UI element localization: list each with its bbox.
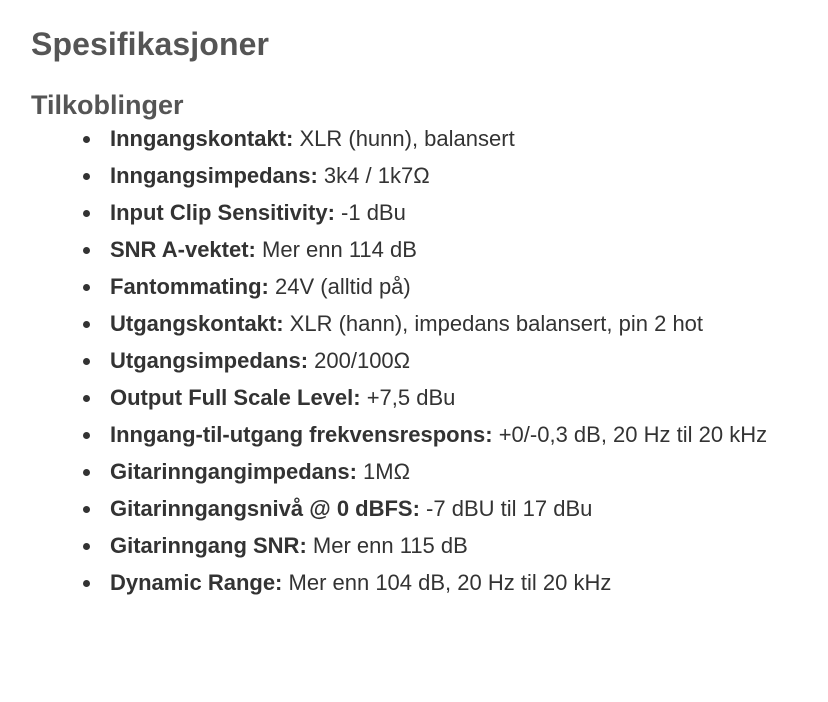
list-item: [110, 120, 790, 157]
list-item: [110, 564, 790, 601]
list-item: [110, 268, 790, 305]
list-item: [110, 490, 790, 527]
list-item: [110, 453, 790, 490]
spec-name: Inngang-til-utgang frekvensrespons:: [110, 422, 493, 447]
section-heading: Tilkoblinger: [31, 90, 184, 120]
spec-value: XLR (hann), impedans balansert, pin 2 hot: [283, 311, 704, 336]
spec-value: -1 dBu: [334, 200, 406, 225]
list-item: [110, 527, 790, 564]
list-item: [110, 194, 790, 231]
spec-value: XLR (hunn), balansert: [293, 126, 515, 151]
spec-name: Gitarinngang SNR:: [110, 533, 307, 558]
list-item: [110, 342, 790, 379]
spec-value: +0/-0,3 dB, 20 Hz til 20 kHz: [492, 422, 768, 447]
spec-name: Utgangskontakt:: [110, 311, 284, 336]
spec-list: [110, 120, 790, 601]
list-item: [110, 305, 790, 342]
spec-name: Inngangskontakt:: [110, 126, 294, 151]
list-item: [110, 416, 790, 453]
spec-value: 3k4 / 1k7Ω: [317, 163, 430, 188]
spec-name: Dynamic Range:: [110, 570, 283, 595]
spec-name: Utgangsimpedans:: [110, 348, 309, 373]
list-item: [110, 231, 790, 268]
page-title: Spesifikasjoner: [31, 26, 270, 62]
spec-name: Gitarinngangimpedans:: [110, 459, 357, 484]
spec-value: 1MΩ: [356, 459, 411, 484]
spec-value: Mer enn 114 dB: [255, 237, 417, 262]
spec-name: Output Full Scale Level:: [110, 385, 361, 410]
spec-value: 200/100Ω: [308, 348, 411, 373]
spec-name: Inngangsimpedans:: [110, 163, 318, 188]
spec-value: -7 dBU til 17 dBu: [419, 496, 593, 521]
spec-name: Input Clip Sensitivity:: [110, 200, 335, 225]
spec-value: +7,5 dBu: [360, 385, 456, 410]
spec-value: Mer enn 104 dB, 20 Hz til 20 kHz: [282, 570, 612, 595]
list-item: [110, 157, 790, 194]
spec-name: SNR A-vektet:: [110, 237, 256, 262]
spec-name: Fantommating:: [110, 274, 269, 299]
spec-name: Gitarinngangsnivå @ 0 dBFS:: [110, 496, 420, 521]
spec-value: 24V (alltid på): [268, 274, 411, 299]
spec-value: Mer enn 115 dB: [306, 533, 468, 558]
list-item: [110, 379, 790, 416]
